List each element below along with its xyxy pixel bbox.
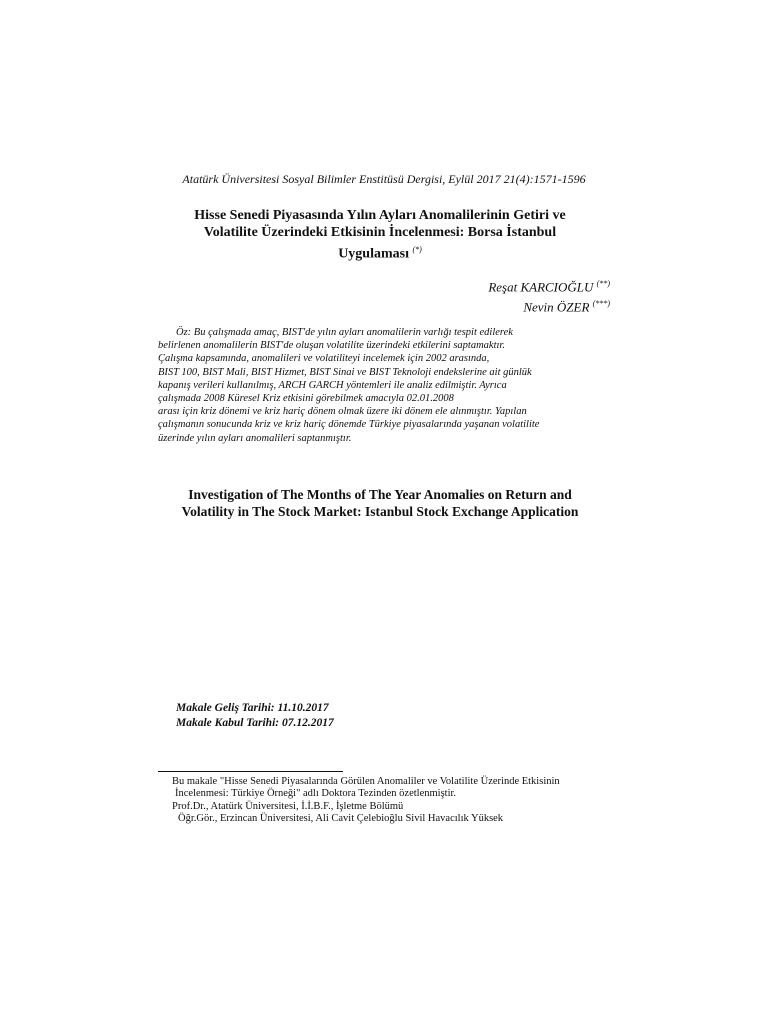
abstract-line: kapanış verileri kullanılmış, ARCH GARCH yöntemleri ile analiz edilmiştir. Ayrıca (158, 379, 507, 391)
journal-header: Atatürk Üniversitesi Sosyal Bilimler Enstitüsü Dergisi, Eylül 2017 21(4):1571-1596 (182, 172, 586, 186)
footnote-3: Öğr.Gör., Erzincan Üniversitesi, Ali Cavit Çelebioğlu Sivil Havacılık Yüksek (178, 812, 504, 824)
abstract-line: çalışmada 2008 Küresel Kriz etkisini görebilmek amacıyla 02.01.2008 (158, 393, 454, 405)
abstract-line: üzerinde yılın ayları anomalileri saptanmıştır. (158, 432, 352, 444)
author-2-name: Nevin ÖZER (523, 299, 590, 315)
abstract-line: çalışmanın sonucunda kriz ve kriz hariç dönemde Türkiye piyasalarında yaşanan volatilite (158, 419, 540, 431)
author-2-mark: (***) (592, 299, 610, 309)
english-title-line-1: Investigation of The Months of The Year Anomalies on Return and (188, 487, 572, 502)
english-title (150, 486, 610, 520)
article-title (150, 207, 610, 263)
accepted-date: Makale Kabul Tarihi: 07.12.2017 (176, 716, 334, 729)
title-line-3-text: Uygulaması (338, 246, 409, 262)
footnote-1-line-2: İncelenmesi: Türkiye Örneği" adlı Doktora Tezinden özetlenmiştir. (175, 788, 457, 800)
title-footnote-mark: (*) (412, 245, 422, 254)
abstract-line: arası için kriz dönemi ve kriz hariç dönem olmak üzere iki dönem ele alınmıştır. Yapılan (158, 406, 527, 418)
abstract-line: Çalışma kapsamında, anomalileri ve volatiliteyi incelemek için 2002 arasında, (158, 353, 490, 365)
abstract (158, 326, 610, 445)
footnote-1-line-1: Bu makale "Hisse Senedi Piyasalarında Görülen Anomaliler ve Volatilite Üzerinde Etkisinin (172, 776, 560, 787)
title-line-3 (150, 241, 610, 263)
abstract-line: BIST 100, BIST Mali, BIST Hizmet, BIST Sinai ve BIST Teknoloji endekslerine ait günlük (158, 366, 532, 378)
author-1-mark: (**) (596, 279, 610, 288)
footnote-separator (158, 771, 343, 772)
footnote-2: Prof.Dr., Atatürk Üniversitesi, İ.İ.B.F., İşletme Bölümü (172, 800, 404, 812)
abstract-line-text: Öz: Bu çalışmada amaç, BIST'de yılın ayları anomalilerin varlığı tespit edilerek (176, 327, 513, 338)
author-2 (488, 295, 610, 315)
author-1 (488, 275, 610, 295)
received-date: Makale Geliş Tarihi: 11.10.2017 (176, 702, 329, 714)
title-line-2: Volatilite Üzerindeki Etkisinin İncelenmesi: Borsa İstanbul (203, 225, 557, 240)
abstract-line: belirlenen anomalilerin BIST'de oluşan volatilite üzerindeki etkilerini saptamaktır. (158, 340, 505, 352)
title-line-1: Hisse Senedi Piyasasında Yılın Ayları Anomalilerinin Getiri ve (194, 208, 566, 223)
english-title-line-2: Volatility in The Stock Market: Istanbul Stock Exchange Application (181, 504, 579, 519)
authors-block (488, 275, 610, 316)
abstract-line (158, 326, 610, 339)
article-dates (176, 701, 334, 730)
footnotes (158, 776, 618, 825)
author-1-name: Reşat KARCIOĞLU (488, 279, 594, 295)
